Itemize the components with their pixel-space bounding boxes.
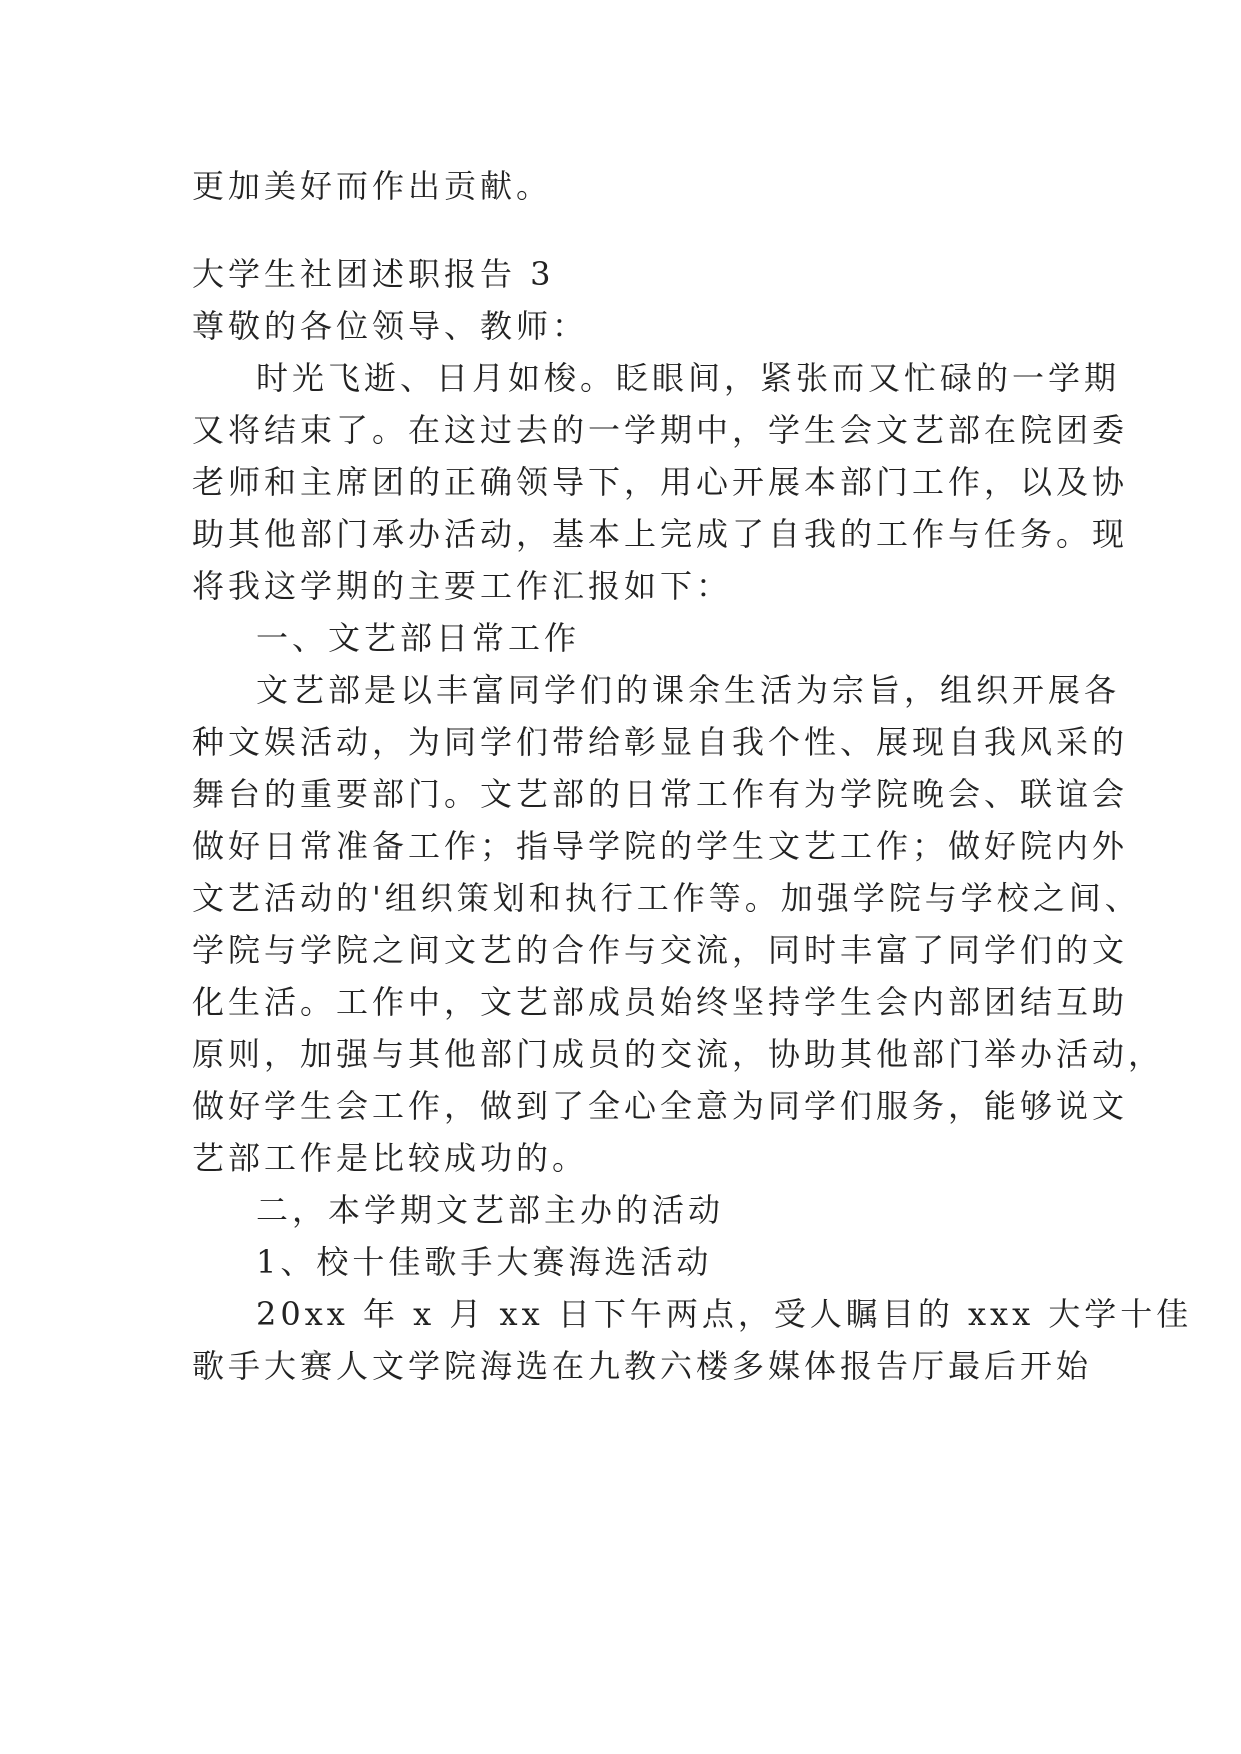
- subsection-heading: 二，本学期文艺部主办的活动: [256, 1191, 725, 1229]
- paragraph-line: 文艺部是以丰富同学们的课余生活为宗旨，组织开展各: [256, 671, 1121, 709]
- paragraph-line: 原则，加强与其他部门成员的交流，协助其他部门举办活动，: [192, 1035, 1165, 1073]
- paragraph-line: 学院与学院之间文艺的合作与交流，同时丰富了同学们的文: [192, 931, 1129, 969]
- paragraph-line: 化生活。工作中，文艺部成员始终坚持学生会内部团结互助: [192, 983, 1129, 1021]
- salutation: 尊敬的各位领导、教师：: [192, 307, 589, 345]
- paragraph-line: 老师和主席团的正确领导下，用心开展本部门工作，以及协: [192, 463, 1129, 501]
- paragraph-line: 助其他部门承办活动，基本上完成了自我的工作与任务。现: [192, 515, 1129, 553]
- paragraph-line: 舞台的重要部门。文艺部的日常工作有为学院晚会、联谊会: [192, 775, 1129, 813]
- paragraph-line: 做好学生会工作，做到了全心全意为同学们服务，能够说文: [192, 1087, 1129, 1125]
- paragraph-line: 时光飞逝、日月如梭。眨眼间，紧张而又忙碌的一学期: [256, 359, 1121, 397]
- section-title: 大学生社团述职报告 3: [192, 255, 555, 293]
- paragraph-line: 文艺活动的'组织策划和执行工作等。加强学院与学校之间、: [192, 879, 1141, 917]
- paragraph-line: 又将结束了。在这过去的一学期中，学生会文艺部在院团委: [192, 411, 1129, 449]
- subsection-heading: 1、校十佳歌手大赛海选活动: [256, 1243, 713, 1281]
- paragraph-line: 将我这学期的主要工作汇报如下：: [192, 567, 733, 605]
- paragraph-line: 20xx 年 x 月 xx 日下午两点，受人瞩目的 xxx 大学十佳: [256, 1295, 1193, 1333]
- paragraph-line: 更加美好而作出贡献。: [192, 167, 553, 205]
- paragraph-line: 做好日常准备工作；指导学院的学生文艺工作；做好院内外: [192, 827, 1129, 865]
- paragraph-line: 艺部工作是比较成功的。: [192, 1139, 589, 1177]
- paragraph-line: 歌手大赛人文学院海选在九教六楼多媒体报告厅最后开始: [192, 1347, 1093, 1385]
- subsection-heading: 一、文艺部日常工作: [256, 619, 581, 657]
- paragraph-line: 种文娱活动，为同学们带给彰显自我个性、展现自我风采的: [192, 723, 1129, 761]
